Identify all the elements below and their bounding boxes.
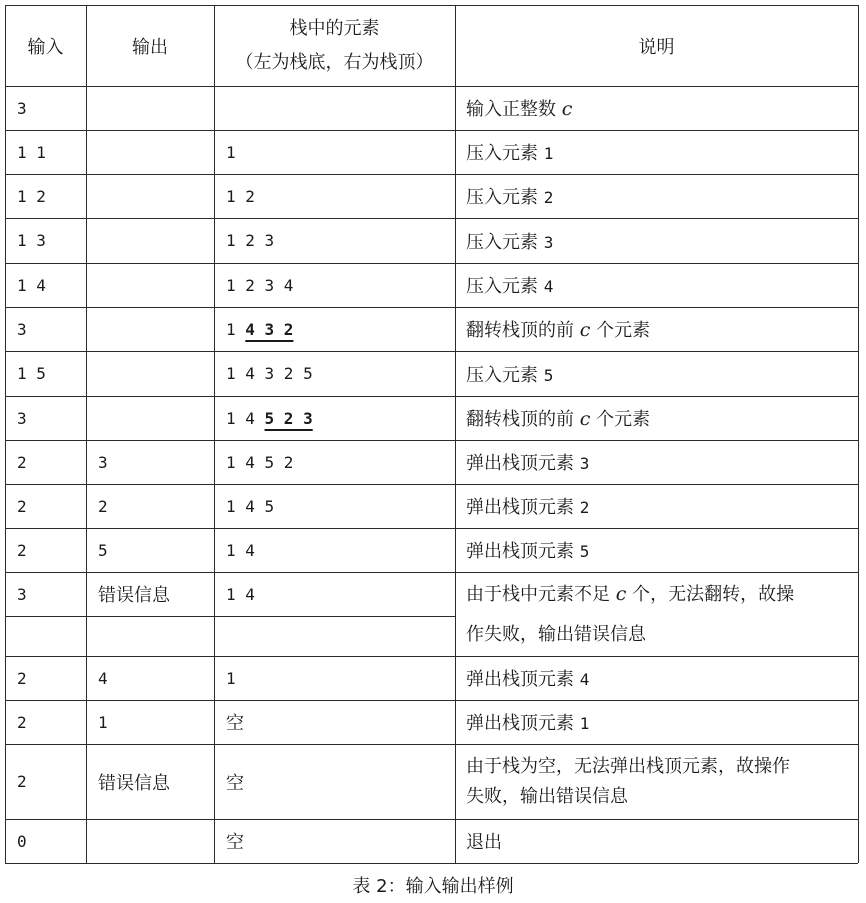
input-cell: 3 xyxy=(17,319,27,339)
description-cell xyxy=(455,528,858,572)
description-suffix: 个元素 xyxy=(590,320,651,341)
description-cell xyxy=(455,819,858,863)
description-prefix: 压入元素 xyxy=(466,231,544,253)
description-suffix: 4 xyxy=(579,670,590,689)
description-prefix: 压入元素 xyxy=(466,187,544,208)
variable-c: c xyxy=(561,98,573,120)
output-cell: 错误信息 xyxy=(98,772,170,794)
input-cell: 2 xyxy=(17,712,27,732)
input-cell: 1 4 xyxy=(17,275,46,295)
description-text-line2: 失败，输出错误信息 xyxy=(466,785,628,807)
stack-cell xyxy=(214,700,455,744)
column-border xyxy=(455,5,456,863)
description-prefix: 由于栈中元素不足 xyxy=(466,583,616,605)
row-border xyxy=(5,484,858,485)
stack-elements: 空 xyxy=(226,713,244,734)
row-border xyxy=(5,528,858,529)
description-suffix: 5 xyxy=(579,542,590,561)
stack-elements: 1 2 3 xyxy=(226,231,275,250)
stack-cell xyxy=(214,263,455,307)
stack-elements: 1 4 xyxy=(226,584,255,604)
description-suffix: 2 xyxy=(543,188,554,207)
row-border xyxy=(5,616,455,617)
stack-elements: 1 4 3 2 5 xyxy=(226,364,313,383)
description-cell xyxy=(455,656,858,700)
column-border xyxy=(214,5,215,863)
header-stack-title: 栈中的元素 xyxy=(289,17,380,39)
description-cell xyxy=(455,351,858,396)
output-cell: 3 xyxy=(98,452,108,472)
description-text xyxy=(466,752,790,782)
header-description: 说明 xyxy=(638,36,675,58)
row-border xyxy=(5,307,858,308)
description-suffix: 2 xyxy=(579,498,590,517)
description-cell xyxy=(455,572,858,656)
input-cell: 1 3 xyxy=(17,231,46,250)
description-text xyxy=(466,272,553,298)
description-cell xyxy=(455,744,858,819)
stack-cell xyxy=(214,218,455,263)
description-text xyxy=(466,828,502,854)
header-stack xyxy=(214,5,455,86)
header-output: 输出 xyxy=(132,36,168,58)
output-cell: 错误信息 xyxy=(98,585,170,606)
description-text xyxy=(466,709,589,735)
description-prefix: 弹出栈顶元素 xyxy=(466,541,580,562)
stack-cell xyxy=(214,174,455,218)
output-cell xyxy=(86,819,214,863)
output-cell: 1 xyxy=(98,712,108,732)
description-cell xyxy=(455,174,858,218)
output-cell: 2 xyxy=(98,496,108,516)
reversed-elements: 5 2 3 xyxy=(264,408,313,428)
row-border xyxy=(5,744,858,745)
input-cell: 2 xyxy=(17,668,27,688)
row-border xyxy=(5,351,858,352)
description-prefix: 退出 xyxy=(466,832,502,853)
output-cell: 4 xyxy=(98,668,108,688)
description-cell xyxy=(455,86,858,130)
description-suffix: 4 xyxy=(543,277,554,296)
description-cell xyxy=(455,263,858,307)
output-cell xyxy=(86,218,214,263)
reversed-elements: 4 3 2 xyxy=(245,319,294,339)
output-cell xyxy=(86,174,214,218)
description-text xyxy=(466,139,553,165)
input-cell: 1 5 xyxy=(17,364,46,383)
stack-cell xyxy=(214,572,455,616)
row-border xyxy=(5,440,858,441)
stack-cell xyxy=(214,86,455,130)
variable-c: c xyxy=(615,582,627,605)
input-cell: 3 xyxy=(17,584,27,604)
description-cell xyxy=(455,396,858,440)
output-cell xyxy=(86,351,214,396)
description-prefix: 压入元素 xyxy=(466,143,544,164)
description-cell xyxy=(455,484,858,528)
header-input: 输入 xyxy=(27,36,64,58)
stack-elements: 1 4 xyxy=(226,540,255,560)
description-prefix: 弹出栈顶元素 xyxy=(466,497,580,518)
input-cell: 2 xyxy=(17,540,27,560)
description-prefix: 弹出栈顶元素 xyxy=(466,713,580,734)
table-caption: 表 2：输入输出样例 xyxy=(352,876,514,897)
input-cell: 0 xyxy=(17,831,27,851)
row-border xyxy=(5,863,858,864)
stack-elements: 1 4 5 xyxy=(226,496,275,516)
output-cell xyxy=(86,396,214,440)
description-prefix: 压入元素 xyxy=(466,276,544,297)
description-cell xyxy=(455,218,858,263)
input-cell: 2 xyxy=(17,772,27,791)
variable-c: c xyxy=(579,408,591,430)
description-prefix: 弹出栈顶元素 xyxy=(466,453,580,474)
stack-elements: 1 4 5 2 xyxy=(226,452,294,472)
stack-elements: 1 4 xyxy=(226,408,265,428)
header-stack-note: （左为栈底，右为栈顶） xyxy=(235,51,434,73)
description-text xyxy=(466,493,589,519)
description-suffix: 个元素 xyxy=(590,409,651,430)
description-suffix: 1 xyxy=(543,144,554,163)
stack-cell xyxy=(214,351,455,396)
stack-elements: 1 2 xyxy=(226,186,255,206)
stack-elements: 1 xyxy=(226,142,236,162)
column-border xyxy=(858,5,859,863)
description-suffix: 个，无法翻转，故操 xyxy=(626,583,795,605)
column-border xyxy=(5,5,6,863)
stack-cell xyxy=(214,819,455,863)
output-cell xyxy=(86,130,214,174)
input-cell: 1 2 xyxy=(17,186,46,206)
description-prefix: 输入正整数 xyxy=(466,99,562,120)
row-border xyxy=(5,396,858,397)
input-cell: 2 xyxy=(17,496,27,516)
description-prefix: 由于栈为空，无法弹出栈顶元素，故操作 xyxy=(466,755,790,777)
row-border xyxy=(5,819,858,820)
description-prefix: 压入元素 xyxy=(466,364,544,386)
description-suffix: 3 xyxy=(579,454,590,473)
description-suffix: 3 xyxy=(543,232,554,252)
row-border xyxy=(5,130,858,131)
input-cell: 1 1 xyxy=(17,142,46,162)
description-text-line2: 作失败，输出错误信息 xyxy=(466,623,646,645)
description-suffix: 5 xyxy=(543,365,554,385)
stack-cell xyxy=(214,307,455,351)
description-text xyxy=(466,665,589,691)
description-text xyxy=(466,95,572,121)
stack-cell xyxy=(214,528,455,572)
description-cell xyxy=(455,130,858,174)
stack-elements: 空 xyxy=(226,772,244,794)
description-text xyxy=(466,228,553,254)
row-border xyxy=(5,5,858,6)
description-suffix: 1 xyxy=(579,714,590,733)
row-border xyxy=(5,86,858,87)
description-prefix: 翻转栈顶的前 xyxy=(466,409,580,430)
description-text xyxy=(466,449,589,475)
output-cell xyxy=(86,86,214,130)
output-cell: 5 xyxy=(98,540,108,560)
stack-elements: 1 xyxy=(226,319,246,339)
variable-c: c xyxy=(579,319,591,341)
input-cell: 2 xyxy=(17,452,27,472)
output-cell xyxy=(86,307,214,351)
row-border xyxy=(5,656,858,657)
stack-cell xyxy=(214,396,455,440)
description-text xyxy=(466,361,553,387)
row-border xyxy=(5,700,858,701)
stack-cell xyxy=(214,130,455,174)
description-text xyxy=(466,574,794,615)
description-text xyxy=(466,405,650,431)
row-border xyxy=(5,572,858,573)
stack-cell xyxy=(214,440,455,484)
description-prefix: 弹出栈顶元素 xyxy=(466,669,580,690)
description-cell xyxy=(455,440,858,484)
input-cell: 3 xyxy=(17,98,27,118)
column-border xyxy=(86,5,87,863)
row-border xyxy=(5,218,858,219)
row-border xyxy=(5,263,858,264)
row-border xyxy=(5,174,858,175)
stack-cell xyxy=(214,484,455,528)
output-cell xyxy=(86,263,214,307)
description-cell xyxy=(455,307,858,351)
description-text xyxy=(466,316,650,342)
input-cell: 3 xyxy=(17,408,27,428)
stack-elements: 空 xyxy=(226,832,244,853)
stack-elements: 1 2 3 4 xyxy=(226,275,294,295)
description-text xyxy=(466,537,589,563)
description-text xyxy=(466,183,553,209)
stack-elements: 1 xyxy=(226,668,236,688)
description-prefix: 翻转栈顶的前 xyxy=(466,320,580,341)
stack-cell xyxy=(214,744,455,819)
stack-cell xyxy=(214,656,455,700)
description-cell xyxy=(455,700,858,744)
